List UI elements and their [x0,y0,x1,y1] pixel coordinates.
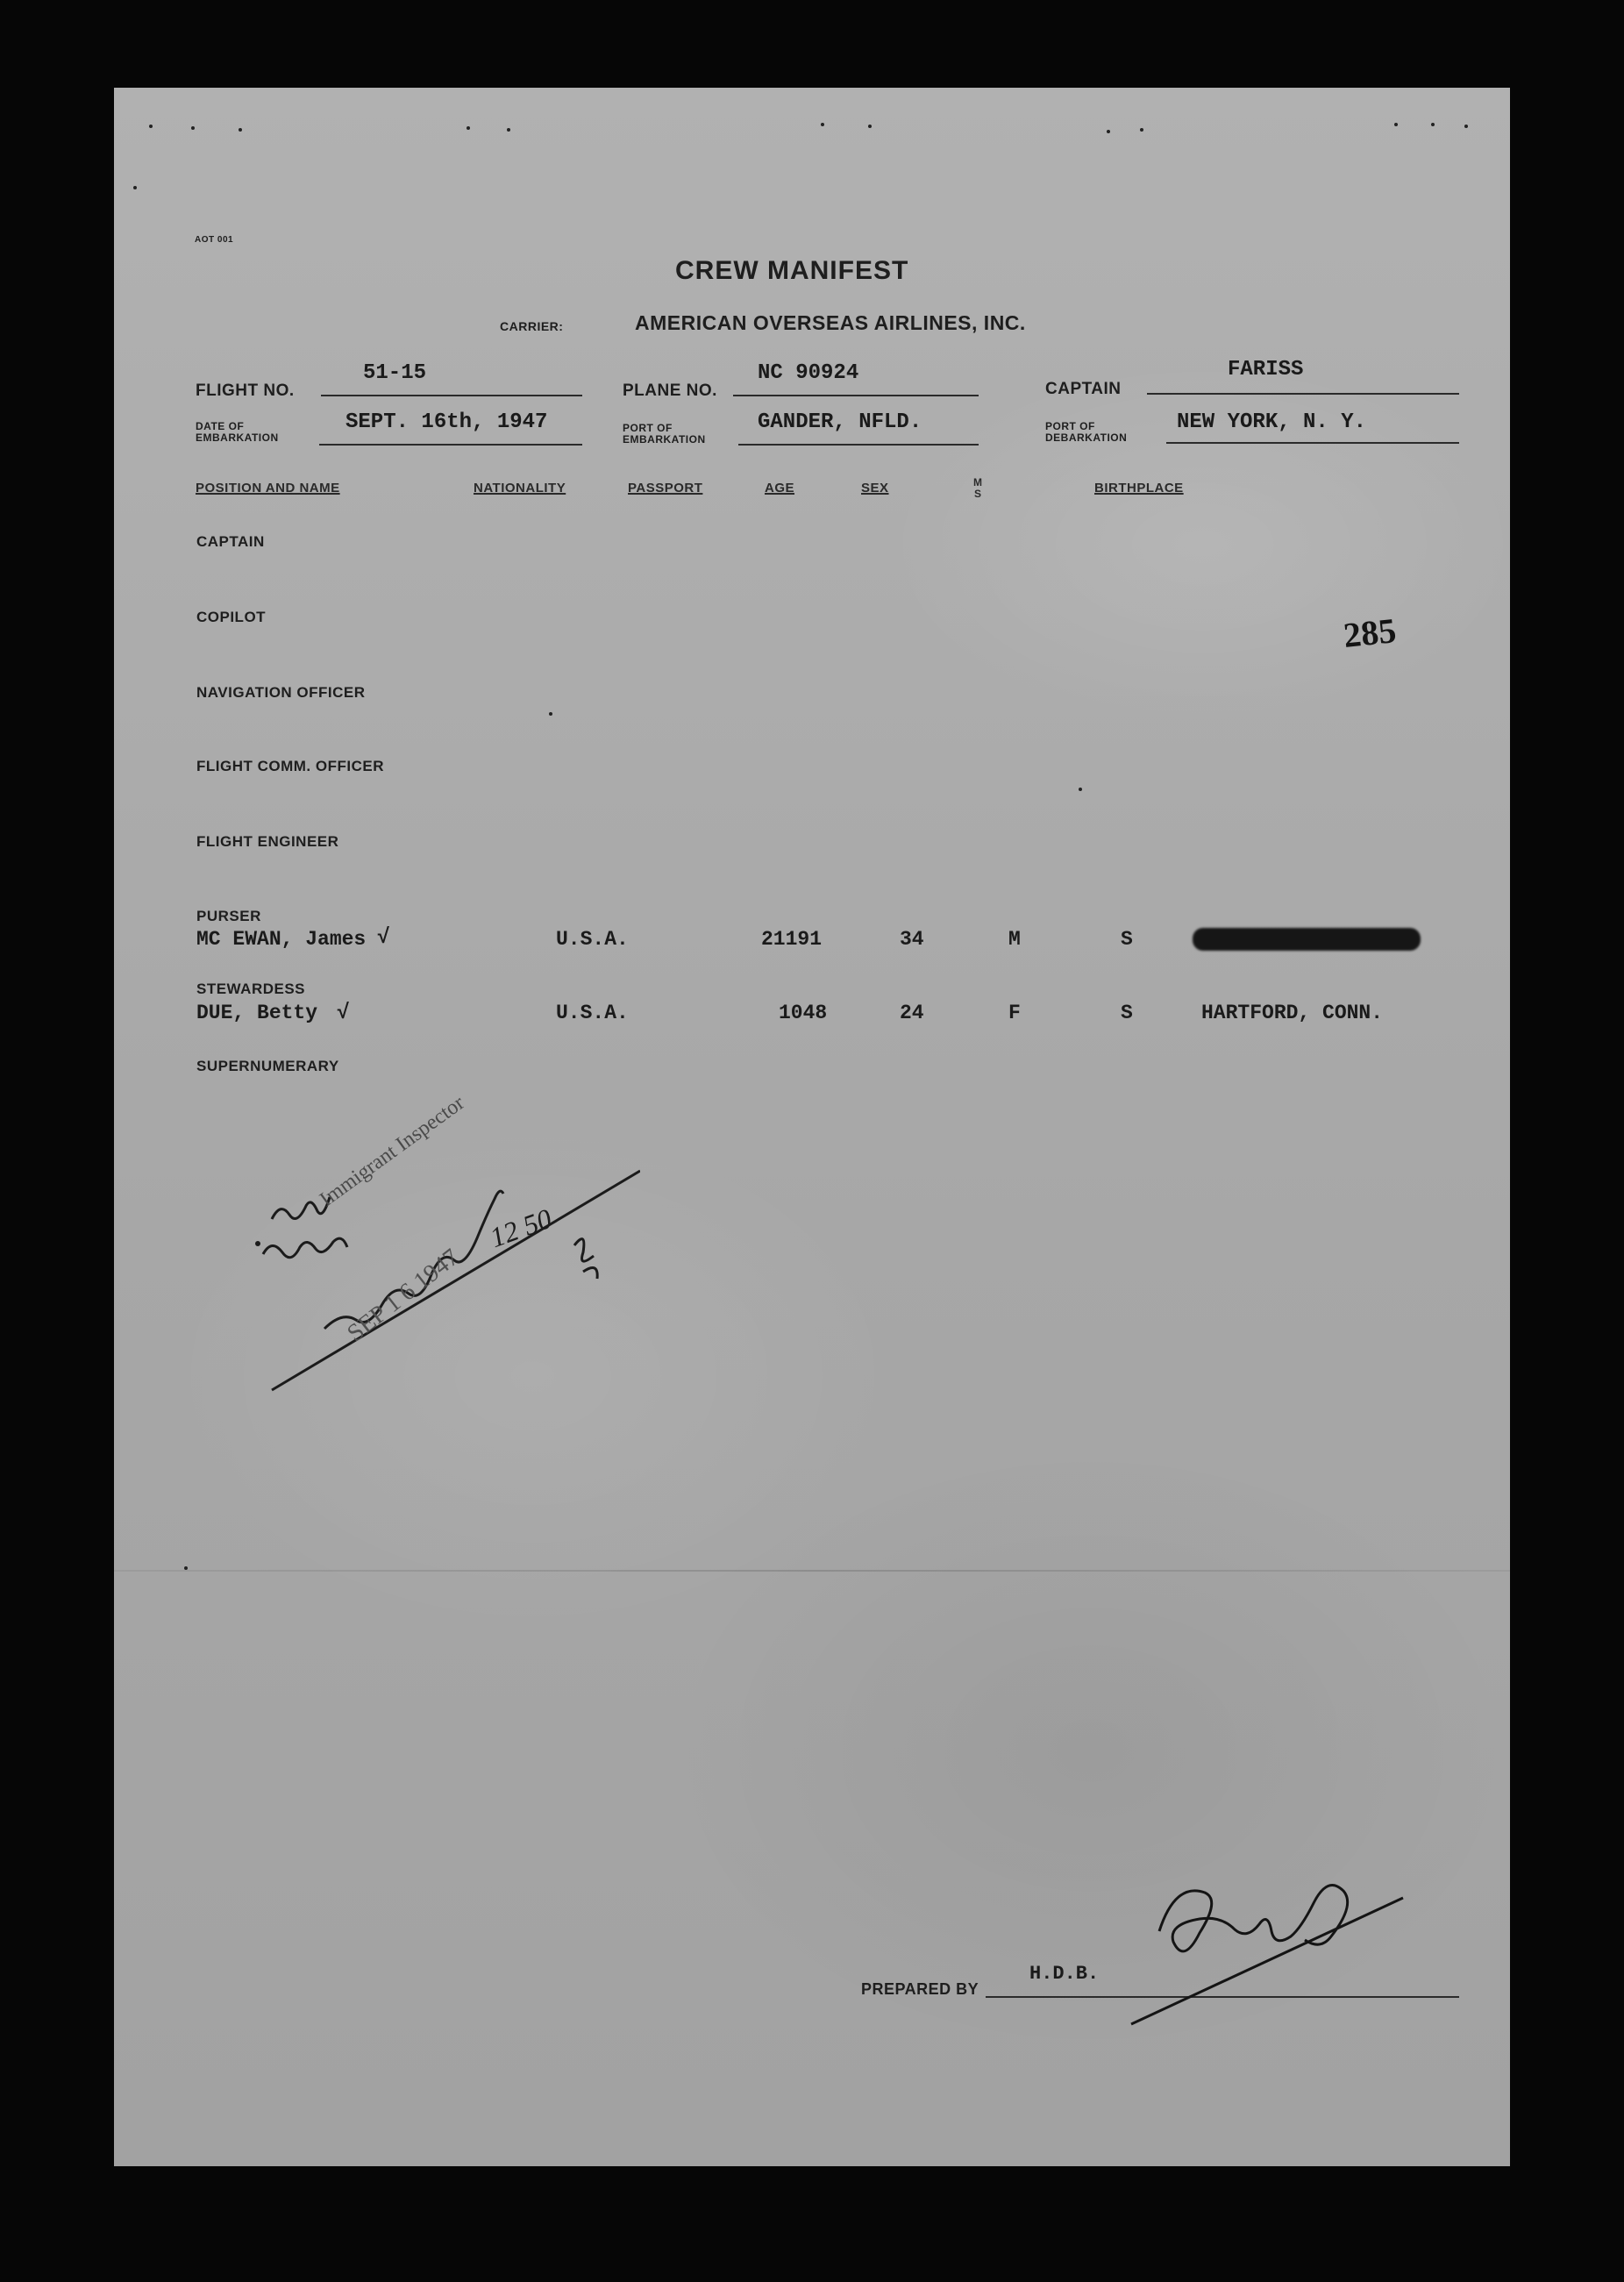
col-birthplace: BIRTHPLACE [1094,481,1184,496]
position-engineer: FLIGHT ENGINEER [196,833,339,850]
flight-no-value: 51-15 [363,361,427,385]
redacted-birthplace [1193,928,1421,951]
carrier-value: AMERICAN OVERSEAS AIRLINES, INC. [635,311,1026,334]
purser-marital: S [1121,928,1133,951]
position-copilot: COPILOT [196,609,267,625]
stamp-time: 12 50 [485,1202,556,1254]
col-passport: PASSPORT [628,481,703,496]
flight-no-label: FLIGHT NO. [196,382,295,400]
position-comm: FLIGHT COMM. OFFICER [196,758,384,774]
preparer-signature [1122,1858,1421,2059]
position-captain: CAPTAIN [196,533,265,550]
position-navigation: NAVIGATION OFFICER [196,684,366,701]
position-stewardess: STEWARDESS [196,981,306,997]
manifest-page [114,88,1510,2166]
date-line [319,444,582,446]
page-title: CREW MANIFEST [675,256,909,285]
pod-value: NEW YORK, N. Y. [1177,410,1367,434]
stewardess-name: DUE, Betty [196,1002,318,1024]
pod-line [1166,442,1459,444]
purser-nationality: U.S.A. [556,928,629,951]
stewardess-birthplace: HARTFORD, CONN. [1201,1002,1384,1024]
checkmark-icon: √ [377,926,390,950]
carrier-label: CARRIER: [500,319,564,333]
pod-label: PORT OF DEBARKATION [1045,420,1128,444]
page-number: 285 [1341,610,1399,656]
poe-label: PORT OF EMBARKATION [623,422,706,446]
paper-fold [114,1570,1510,1572]
stewardess-nationality: U.S.A. [556,1002,629,1024]
captain-line [1147,393,1459,395]
plane-no-label: PLANE NO. [623,382,717,400]
stewardess-marital: S [1121,1002,1133,1024]
stewardess-sex: F [1008,1002,1021,1024]
date-value: SEPT. 16th, 1947 [345,410,548,434]
stewardess-age: 24 [900,1002,924,1024]
poe-line [738,444,979,446]
col-age: AGE [765,481,795,496]
plane-no-line [733,395,979,396]
col-marital: M S [973,476,983,500]
stamp-date: SEP 1 6 1947 [342,1244,465,1348]
purser-age: 34 [900,928,924,951]
captain-label: CAPTAIN [1045,380,1122,398]
col-sex: SEX [861,481,889,496]
purser-passport: 21191 [761,928,823,951]
flight-no-line [321,395,582,396]
purser-name: MC EWAN, James [196,928,367,951]
col-nationality: NATIONALITY [474,481,566,496]
prepared-initials: H.D.B. [1029,1963,1100,1985]
stamp-title: Immigrant Inspector [316,1091,469,1212]
position-supernumerary: SUPERNUMERARY [196,1058,339,1074]
position-purser: PURSER [196,908,261,924]
poe-value: GANDER, NFLD. [758,410,922,434]
plane-no-value: NC 90924 [758,361,859,385]
captain-value: FARISS [1228,358,1304,382]
stewardess-passport: 1048 [779,1002,828,1024]
prepared-by-label: PREPARED BY [861,1980,979,1998]
date-label: DATE OF EMBARKATION [196,420,279,444]
purser-sex: M [1008,928,1021,951]
checkmark-icon: √ [337,1002,350,1025]
col-position-name: POSITION AND NAME [196,481,340,496]
form-code: AOT 001 [195,235,234,245]
